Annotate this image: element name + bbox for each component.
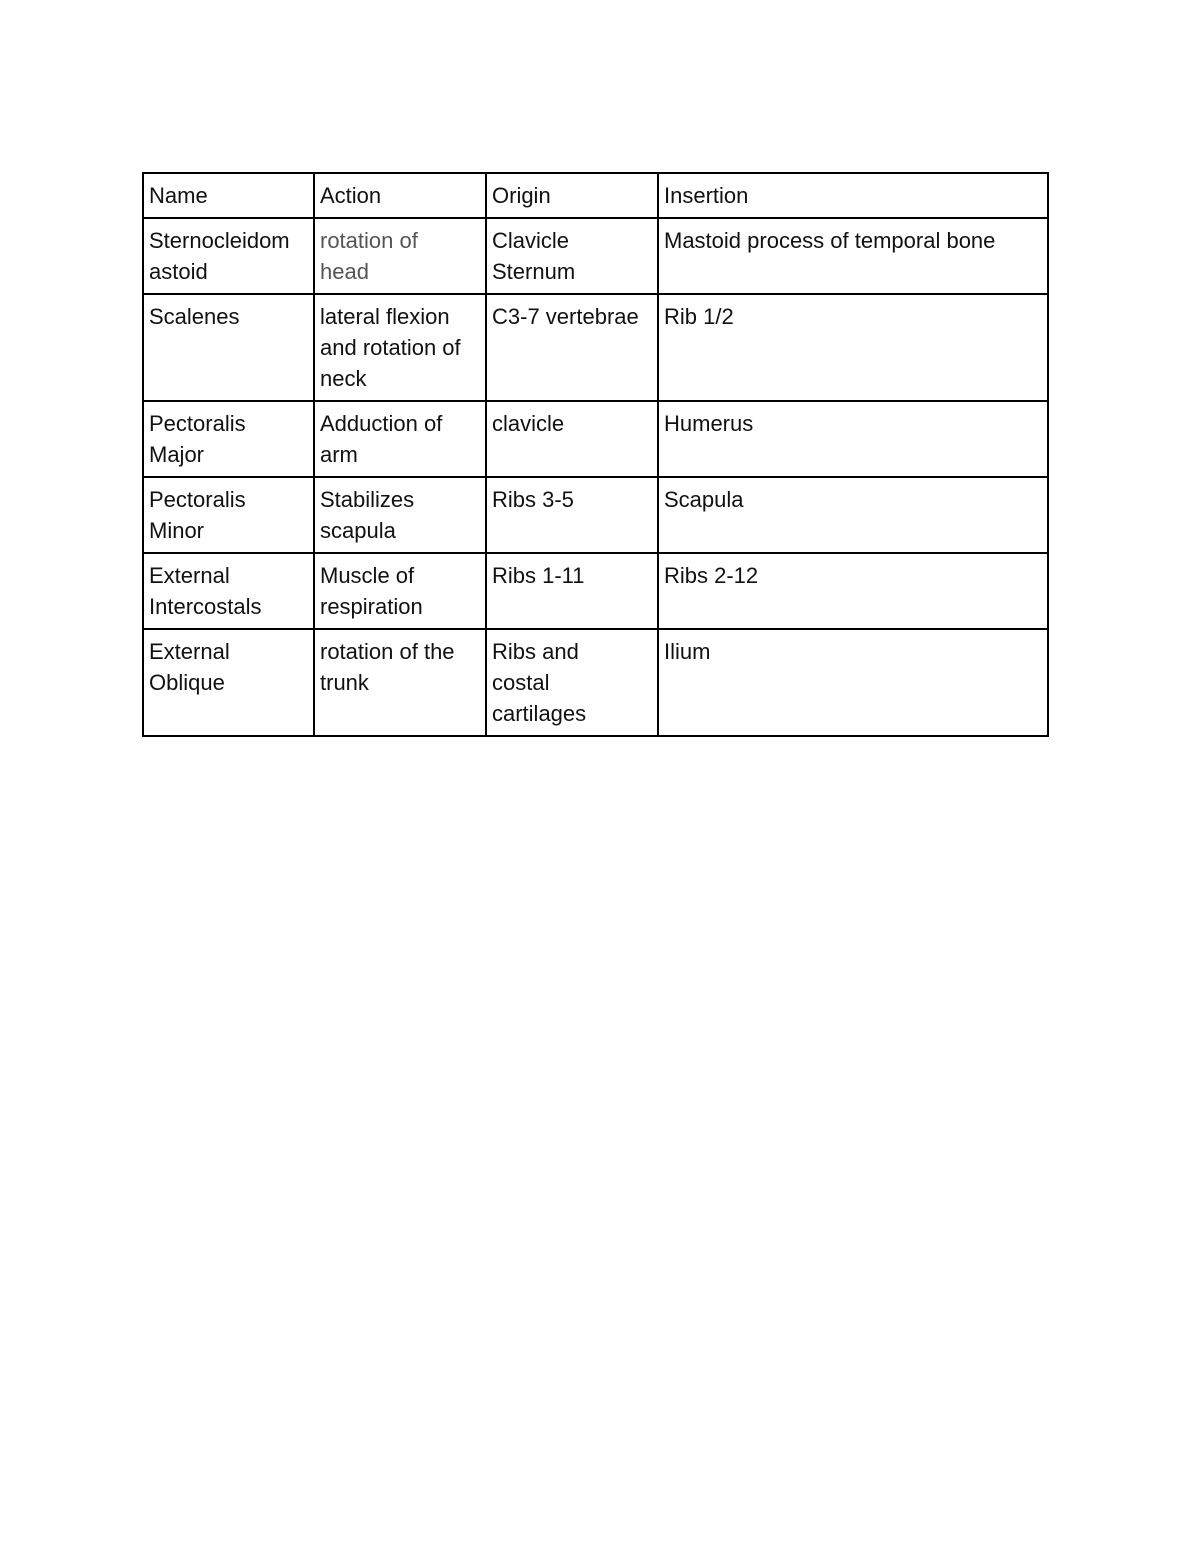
cell-name: External Intercostals bbox=[143, 553, 314, 629]
cell-name: Scalenes bbox=[143, 294, 314, 401]
cell-origin: C3-7 vertebrae bbox=[486, 294, 658, 401]
cell-action: lateral flexion and rotation of neck bbox=[314, 294, 486, 401]
cell-insertion: Ribs 2-12 bbox=[658, 553, 1048, 629]
cell-origin: Ribs and costal cartilages bbox=[486, 629, 658, 736]
header-cell-origin: Origin bbox=[486, 173, 658, 218]
cell-origin: clavicle bbox=[486, 401, 658, 477]
table-row bbox=[143, 294, 1048, 401]
cell-action: Adduction of arm bbox=[314, 401, 486, 477]
cell-name: Pectoralis Minor bbox=[143, 477, 314, 553]
table-row bbox=[143, 629, 1048, 736]
header-cell-action: Action bbox=[314, 173, 486, 218]
cell-origin: Ribs 1-11 bbox=[486, 553, 658, 629]
cell-name: Sternocleidom astoid bbox=[143, 218, 314, 294]
cell-action: Stabilizes scapula bbox=[314, 477, 486, 553]
header-cell-name: Name bbox=[143, 173, 314, 218]
table-header-row bbox=[143, 173, 1048, 218]
cell-insertion: Rib 1/2 bbox=[658, 294, 1048, 401]
table-row bbox=[143, 401, 1048, 477]
header-cell-insertion: Insertion bbox=[658, 173, 1048, 218]
cell-action: rotation of head bbox=[314, 218, 486, 294]
cell-insertion: Humerus bbox=[658, 401, 1048, 477]
cell-origin: Clavicle Sternum bbox=[486, 218, 658, 294]
cell-origin: Ribs 3-5 bbox=[486, 477, 658, 553]
table-row bbox=[143, 477, 1048, 553]
cell-action: Muscle of respiration bbox=[314, 553, 486, 629]
cell-action: rotation of the trunk bbox=[314, 629, 486, 736]
cell-insertion: Scapula bbox=[658, 477, 1048, 553]
table-row bbox=[143, 553, 1048, 629]
muscle-table bbox=[142, 172, 1049, 737]
table-row bbox=[143, 218, 1048, 294]
cell-insertion: Ilium bbox=[658, 629, 1048, 736]
cell-name: Pectoralis Major bbox=[143, 401, 314, 477]
cell-name: External Oblique bbox=[143, 629, 314, 736]
cell-insertion: Mastoid process of temporal bone bbox=[658, 218, 1048, 294]
